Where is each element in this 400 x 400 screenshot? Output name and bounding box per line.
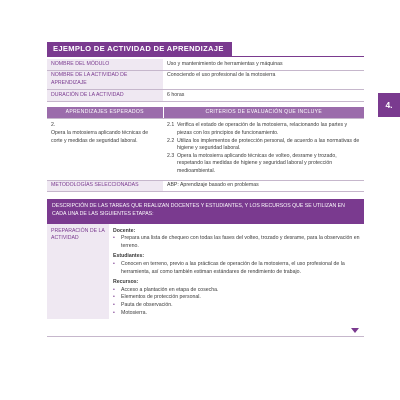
methodology-row <box>47 180 364 192</box>
criterion-text: Utiliza los implementos de protección personal, de acuerdo a las normativas de higiene y seguridad laboral. <box>177 137 360 152</box>
chapter-tab: 4. <box>378 93 400 117</box>
recursos-item <box>113 294 360 302</box>
criterion-number: 2.1 <box>167 122 175 129</box>
recursos-item <box>113 302 360 310</box>
preparation-content <box>109 224 364 319</box>
recursos-item <box>113 310 360 318</box>
criteria-header: CRITERIOS DE EVALUACIÓN QUE INCLUYE <box>163 107 364 119</box>
bullet-icon: • <box>113 301 115 308</box>
duration-value: 6 horas <box>163 90 364 102</box>
estudiantes-item-text: Conocen en terreno, previo a las prácticas de operación de la motosierra, el uso profesional de la herramienta, así como también estiman estándares de rendimiento de trabajo. <box>121 260 345 275</box>
duration-label: DURACIÓN DE LA ACTIVIDAD <box>47 90 163 102</box>
bullet-icon: • <box>113 286 115 293</box>
docente-heading: Docente: <box>113 227 136 234</box>
activity-document <box>47 38 364 319</box>
criteria-cell <box>163 119 364 180</box>
bullet-icon: • <box>113 260 115 267</box>
estudiantes-heading: Estudiantes: <box>113 253 145 260</box>
document-title: EJEMPLO DE ACTIVIDAD DE APRENDIZAJE <box>47 42 232 56</box>
module-value: Uso y mantenimiento de herramientas y máquinas <box>163 59 364 70</box>
docente-item-text: Prepara una lista de chequeo con todas las fases del volteo, trozado y desrame, para la observación en terreno. <box>121 235 360 249</box>
criterion-text: Opera la motosierra aplicando técnicas de volteo, desrame y trozado, respetando las medidas de higiene y seguridad laboral y protección medioambiental. <box>177 152 337 174</box>
learning-text: Opera la motosierra aplicando técnicas de corte y medidas de seguridad laboral. <box>51 130 149 144</box>
criteria-list <box>167 122 360 175</box>
bullet-icon: • <box>113 235 115 242</box>
criterion-item <box>167 153 360 176</box>
preparation-row <box>47 224 364 319</box>
preparation-table <box>47 224 364 319</box>
criterion-text: Verifica el estado de operación de la motosierra, relacionando las partes y piezas con los principios de funcionamiento. <box>177 122 348 137</box>
activity-name-value: Conociendo el uso profesional de la motosierra <box>163 70 364 89</box>
recursos-item-text: Pauta de observación. <box>121 301 173 308</box>
title-bar <box>47 38 364 57</box>
expected-learning-cell <box>47 119 163 180</box>
learning-row <box>47 119 364 180</box>
learning-header-row <box>47 107 364 119</box>
activity-name-row <box>47 70 364 89</box>
learning-number: 2. <box>51 122 56 129</box>
learning-table <box>47 107 364 192</box>
estudiantes-item <box>113 261 360 276</box>
bullet-icon: • <box>113 309 115 316</box>
preparation-label: PREPARACIÓN DE LA ACTIVIDAD <box>47 224 109 319</box>
recursos-heading: Recursos: <box>113 279 139 286</box>
docente-item <box>113 235 360 250</box>
criterion-number: 2.2 <box>167 137 175 144</box>
methodology-label: METODOLOGÍAS SELECCIONADAS <box>47 180 163 192</box>
recursos-item-text: Elementos de protección personal. <box>121 294 201 301</box>
tasks-description-band: DESCRIPCIÓN DE LAS TAREAS QUE REALIZAN DOCENTES Y ESTUDIANTES, Y LOS RECURSOS QUE SE UTILIZAN EN CADA UNA DE LAS SIGUIENTES ETAPAS: <box>47 199 364 223</box>
expected-learning-header: APRENDIZAJES ESPERADOS <box>47 107 163 119</box>
activity-name-label: NOMBRE DE LA ACTIVIDAD DE APRENDIZAJE <box>47 70 163 89</box>
recursos-item-text: Acceso a plantación en etapa de cosecha. <box>121 286 219 293</box>
continue-triangle-icon <box>351 328 359 333</box>
activity-info-table <box>47 59 364 102</box>
estudiantes-list <box>113 261 360 276</box>
recursos-list <box>113 287 360 317</box>
bullet-icon: • <box>113 294 115 301</box>
recursos-item <box>113 287 360 295</box>
criterion-item <box>167 122 360 137</box>
module-label: NOMBRE DEL MÓDULO <box>47 59 163 70</box>
module-row <box>47 59 364 70</box>
bottom-divider <box>47 336 364 337</box>
criterion-item <box>167 138 360 153</box>
docente-list <box>113 235 360 250</box>
methodology-value: ABP: Aprendizaje basado en problemas <box>163 180 364 192</box>
duration-row <box>47 90 364 102</box>
criterion-number: 2.3 <box>167 152 175 159</box>
recursos-item-text: Motosierra. <box>121 309 147 316</box>
